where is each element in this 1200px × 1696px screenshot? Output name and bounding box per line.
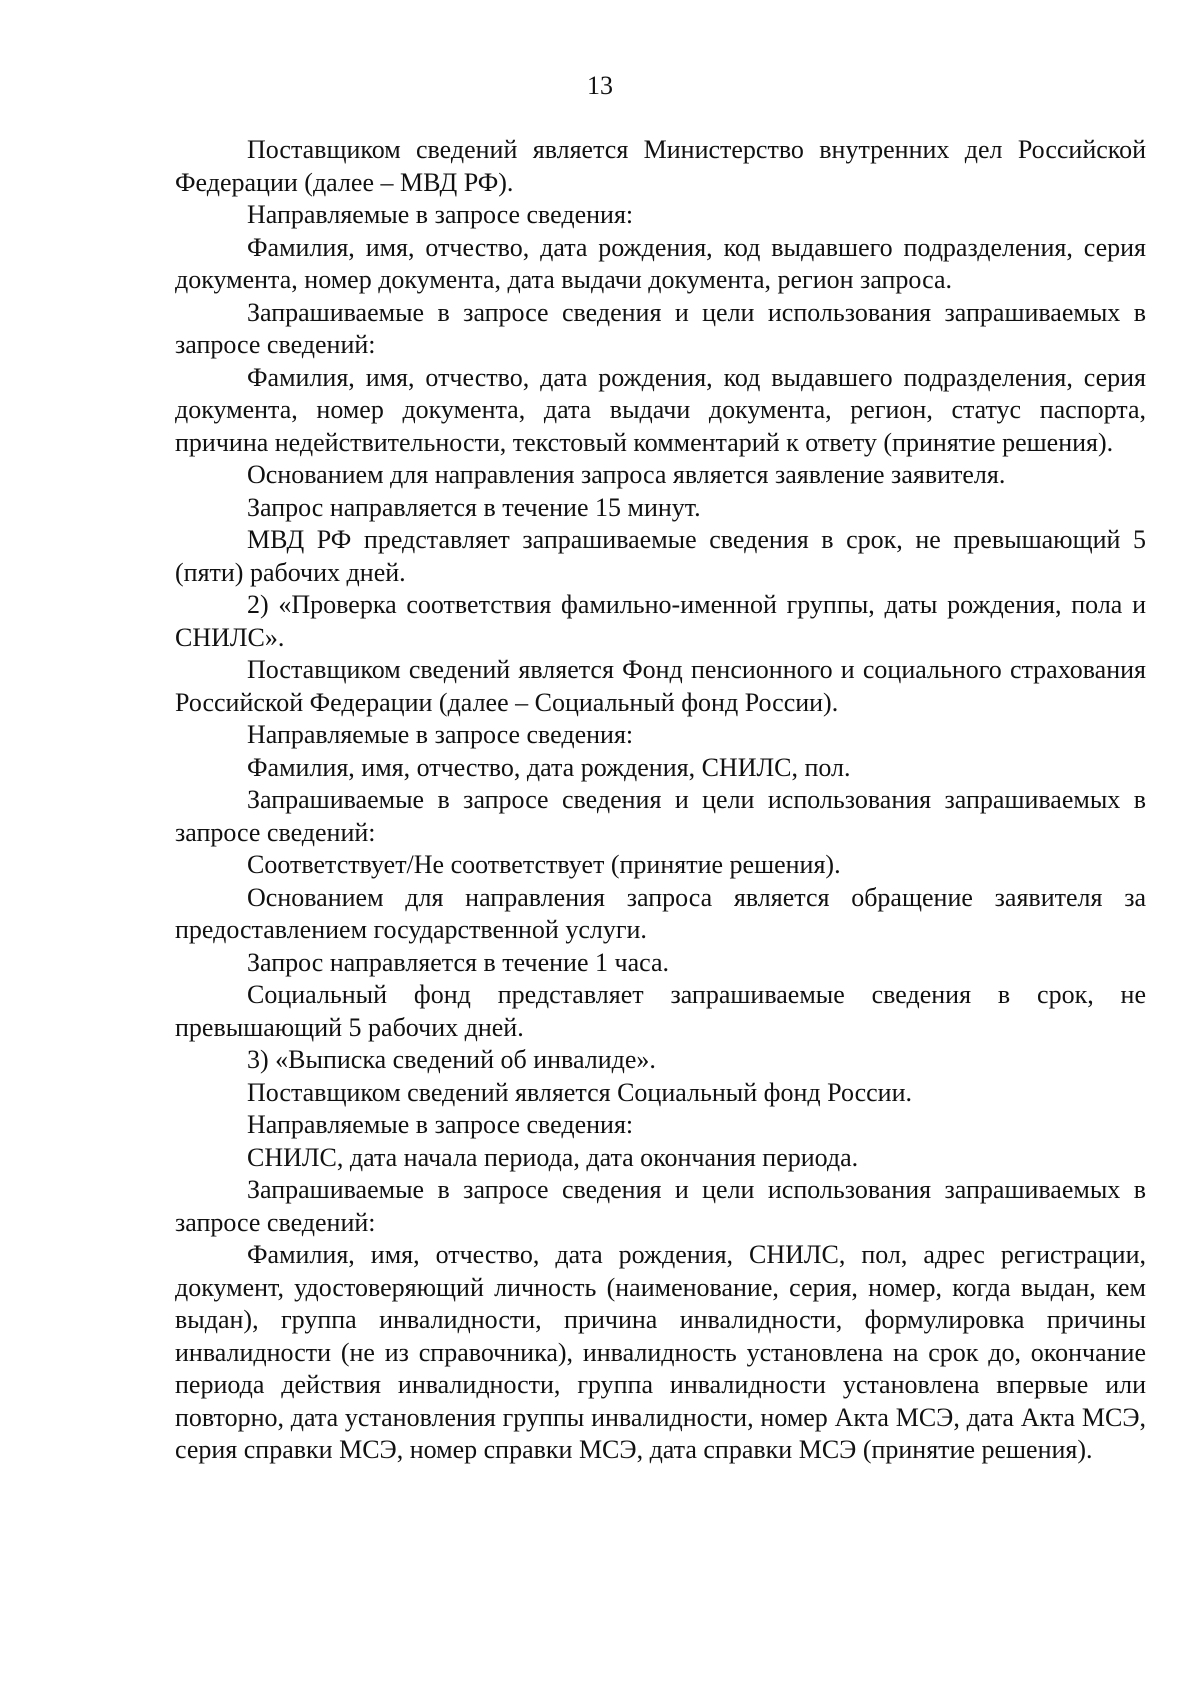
paragraph: СНИЛС, дата начала периода, дата окончания периода.	[247, 1142, 859, 1172]
paragraph: 3) «Выписка сведений об инвалиде».	[247, 1045, 656, 1074]
paragraph: МВД РФ представляет запрашиваемые сведения в срок, не превышающий 5 (пяти) рабочих дней.	[175, 525, 1146, 587]
paragraph: Фамилия, имя, отчество, дата рождения, код выдавшего подразделения, серия документа, номер документа, дата выдачи документа, регион запроса.	[175, 232, 1146, 294]
paragraph: Поставщиком сведений является Фонд пенсионного и социального страхования Российской Федерации (далее – Социальный фонд России).	[175, 655, 1146, 717]
paragraph: Фамилия, имя, отчество, дата рождения, СНИЛС, пол, адрес регистрации, документ, удостоверяющий личность (наименование, серия, номер, когда выдан, кем выдан), группа инвалидности, причина инвалидности, формулировка причины инвалидности (не из справочника), инвалидность установлена на срок до, окончание периода действия инвалидности, группа инвалидности установлена впервые или повторно, дата установления группы инвалидности, номер Акта МСЭ, дата Акта МСЭ, серия справки МСЭ, номер справки МСЭ, дата справки МСЭ (принятие решения).	[175, 1240, 1146, 1464]
paragraph: Запрашиваемые в запросе сведения и цели использования запрашиваемых в запросе сведений:	[175, 297, 1146, 359]
paragraph: Поставщиком сведений является Социальный фонд России.	[247, 1077, 913, 1107]
paragraph: Социальный фонд представляет запрашиваемые сведения в срок, не превышающий 5 рабочих дней.	[175, 980, 1146, 1042]
paragraph: Запрос направляется в течение 15 минут.	[247, 492, 701, 522]
paragraph: Запрашиваемые в запросе сведения и цели использования запрашиваемых в запросе сведений:	[175, 785, 1146, 847]
paragraph: Поставщиком сведений является Министерство внутренних дел Российской Федерации (далее – МВД РФ).	[175, 135, 1146, 197]
paragraph: Соответствует/Не соответствует (принятие решения).	[247, 850, 841, 879]
document-body	[175, 134, 1146, 1467]
paragraph: Запрашиваемые в запросе сведения и цели использования запрашиваемых в запросе сведений:	[175, 1175, 1146, 1237]
paragraph: Запрос направляется в течение 1 часа.	[247, 947, 670, 977]
paragraph: Направляемые в запросе сведения:	[247, 1110, 634, 1139]
paragraph: Фамилия, имя, отчество, дата рождения, код выдавшего подразделения, серия документа, номер документа, дата выдачи документа, регион, статус паспорта, причина недействительности, текстовый комментарий к ответу (принятие решения).	[175, 362, 1146, 457]
paragraph: Фамилия, имя, отчество, дата рождения, СНИЛС, пол.	[247, 752, 851, 782]
paragraph: Направляемые в запросе сведения:	[247, 200, 634, 229]
paragraph: Основанием для направления запроса является заявление заявителя.	[247, 460, 1006, 489]
paragraph: 2) «Проверка соответствия фамильно-именной группы, даты рождения, пола и СНИЛС».	[175, 590, 1146, 652]
page-number: 13	[587, 71, 613, 100]
paragraph: Основанием для направления запроса является обращение заявителя за предоставлением государственной услуги.	[175, 882, 1146, 944]
paragraph: Направляемые в запросе сведения:	[247, 720, 634, 749]
